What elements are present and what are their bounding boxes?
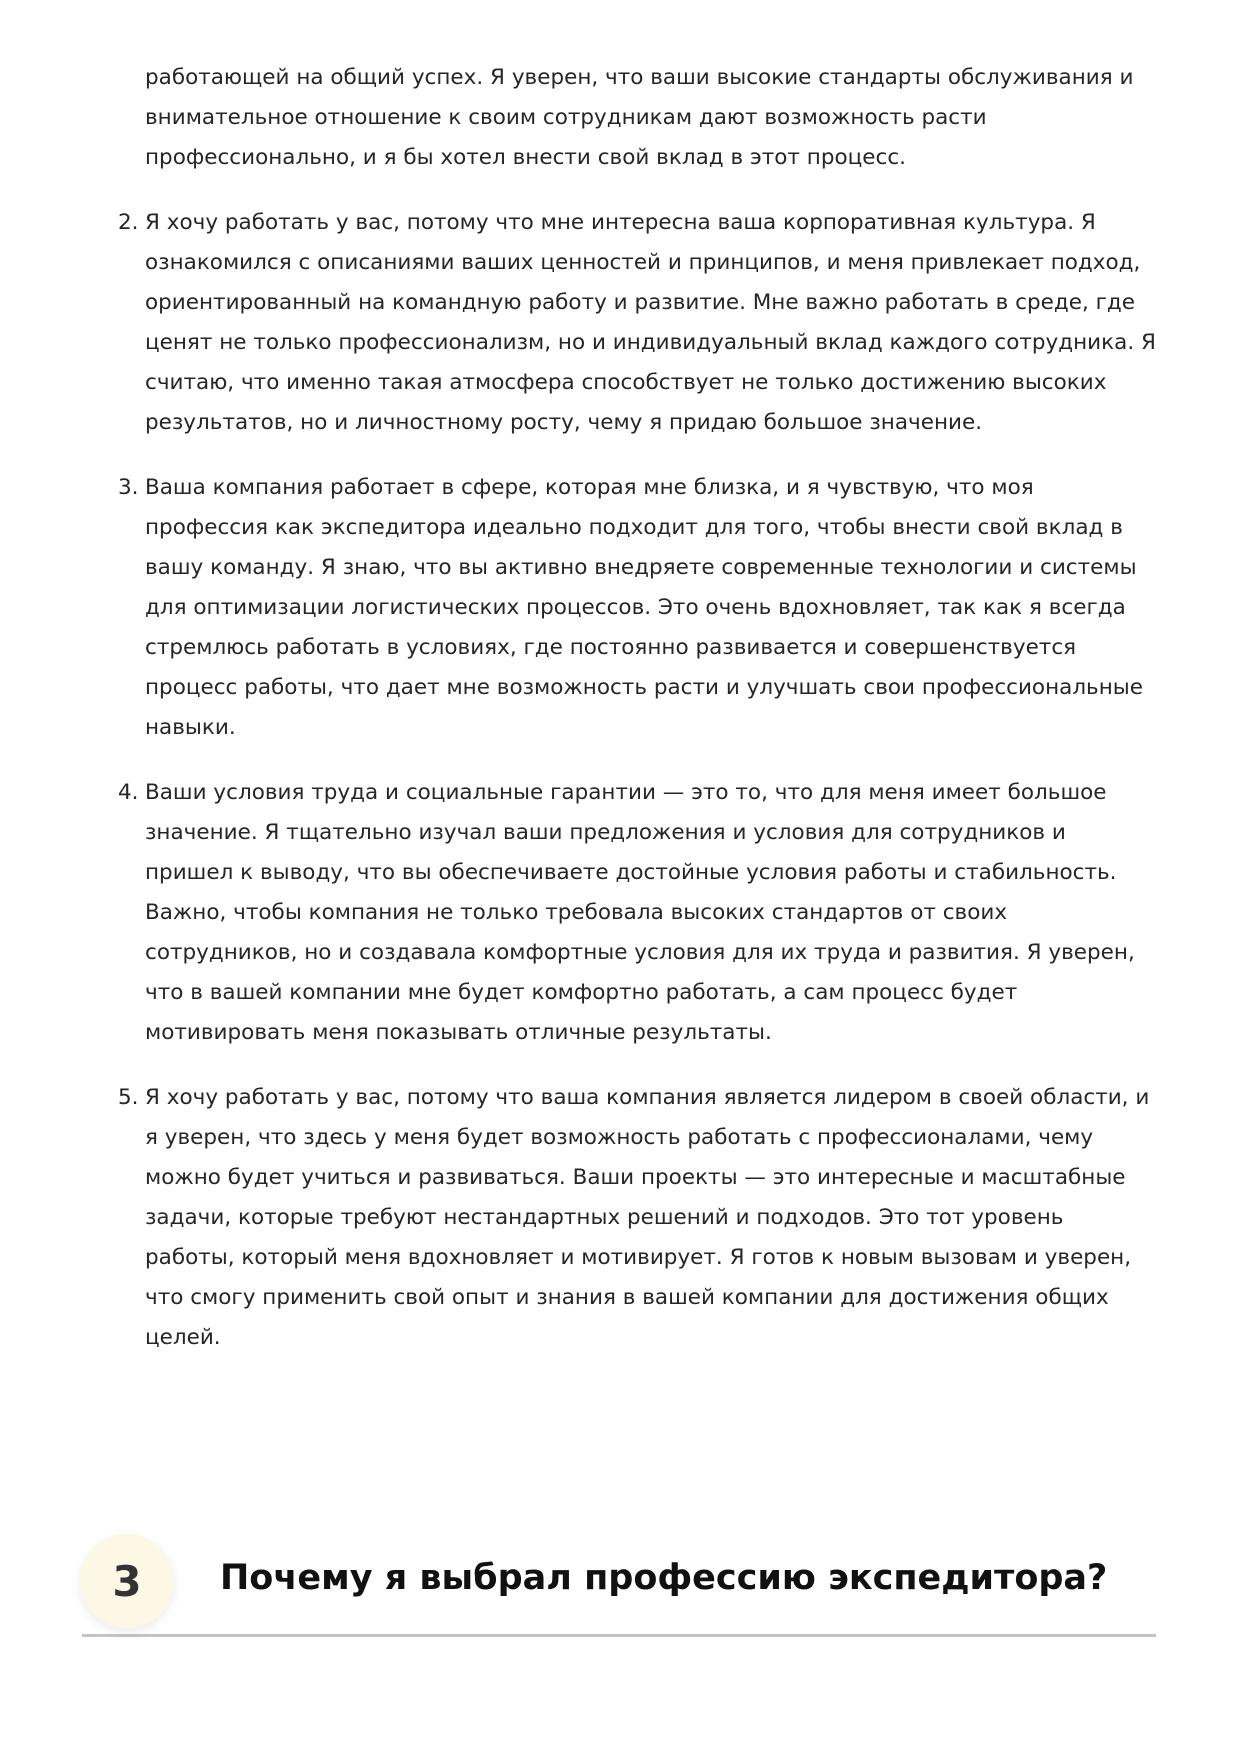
list-item-text-line: считаю, что именно такая атмосфера способствует не только достижению высоких — [145, 370, 1107, 395]
list-item-number: 5. — [118, 1085, 139, 1110]
list-item-text-line: пришел к выводу, что вы обеспечиваете достойные условия работы и стабильность. — [145, 860, 1117, 885]
list-item-text-line: навыки. — [145, 715, 236, 740]
list-item — [145, 58, 1165, 178]
numbered-list — [118, 58, 1165, 1383]
list-item-text-line: Я хочу работать у вас, потому что ваша компания является лидером в своей области, и — [145, 1085, 1150, 1110]
list-item-text-line: вашу команду. Я знаю, что вы активно внедряете современные технологии и системы — [145, 555, 1137, 580]
section-number-badge: 3 — [80, 1534, 174, 1628]
list-item-text-line: стремлюсь работать в условиях, где постоянно развивается и совершенствуется — [145, 635, 1077, 660]
list-item-text-line: работы, который меня вдохновляет и мотивирует. Я готов к новым вызовам и уверен, — [145, 1245, 1132, 1270]
list-item-text-line: Ваши условия труда и социальные гарантии — это то, что для меня имеет большое — [145, 780, 1107, 805]
list-item-number: 4. — [118, 780, 139, 805]
list-item-text-line: можно будет учиться и развиваться. Ваши проекты — это интересные и масштабные — [145, 1165, 1126, 1190]
list-item-text-line: мотивировать меня показывать отличные результаты. — [145, 1020, 772, 1045]
list-item-text-line: ознакомился с описаниями ваших ценностей и принципов, и меня привлекает подход, — [145, 250, 1141, 275]
list-item-text-line: для оптимизации логистических процессов. Это очень вдохновляет, так как я всегда — [145, 595, 1126, 620]
section-title: Почему я выбрал профессию экспедитора? — [220, 1558, 1108, 1598]
list-item-text-line: я уверен, что здесь у меня будет возможность работать с профессионалами, чему — [145, 1125, 1094, 1150]
list-item — [118, 203, 1165, 443]
list-item — [118, 773, 1165, 1053]
list-item-number: 2. — [118, 210, 139, 235]
list-item-text-line: сотрудников, но и создавала комфортные условия для их труда и развития. Я уверен, — [145, 940, 1135, 965]
list-item-text-line: значение. Я тщательно изучал ваши предложения и условия для сотрудников и — [145, 820, 1066, 845]
list-item-text-line: процесс работы, что дает мне возможность расти и улучшать свои профессиональные — [145, 675, 1143, 700]
list-item-text-line: что в вашей компании мне будет комфортно работать, а сам процесс будет — [145, 980, 1018, 1005]
list-item-text-line: что смогу применить свой опыт и знания в вашей компании для достижения общих — [145, 1285, 1109, 1310]
list-item-text-line: результатов, но и личностному росту, чему я придаю большое значение. — [145, 410, 983, 435]
list-item-text-line: Важно, чтобы компания не только требовала высоких стандартов от своих — [145, 900, 1008, 925]
list-item-text-line: Ваша компания работает в сфере, которая мне близка, и я чувствую, что моя — [145, 475, 1034, 500]
list-item-text-line: задачи, которые требуют нестандартных решений и подходов. Это тот уровень — [145, 1205, 1064, 1230]
list-item-text-line: работающей на общий успех. Я уверен, что ваши высокие стандарты обслуживания и — [145, 65, 1134, 90]
list-item-text-line: профессионально, и я бы хотел внести свой вклад в этот процесс. — [145, 145, 906, 170]
list-item-text-line: целей. — [145, 1325, 221, 1350]
list-item-number: 3. — [118, 475, 139, 500]
section-header — [82, 1534, 1156, 1637]
list-item — [118, 1078, 1165, 1358]
list-item-text-line: ориентированный на командную работу и развитие. Мне важно работать в среде, где — [145, 290, 1135, 315]
list-item-text-line: внимательное отношение к своим сотрудникам дают возможность расти — [145, 105, 987, 130]
list-item-text-line: Я хочу работать у вас, потому что мне интересна ваша корпоративная культура. Я — [145, 210, 1096, 235]
list-item — [118, 468, 1165, 748]
list-item-text-line: профессия как экспедитора идеально подходит для того, чтобы внести свой вклад в — [145, 515, 1123, 540]
list-item-text-line: ценят не только профессионализм, но и индивидуальный вклад каждого сотрудника. Я — [145, 330, 1156, 355]
